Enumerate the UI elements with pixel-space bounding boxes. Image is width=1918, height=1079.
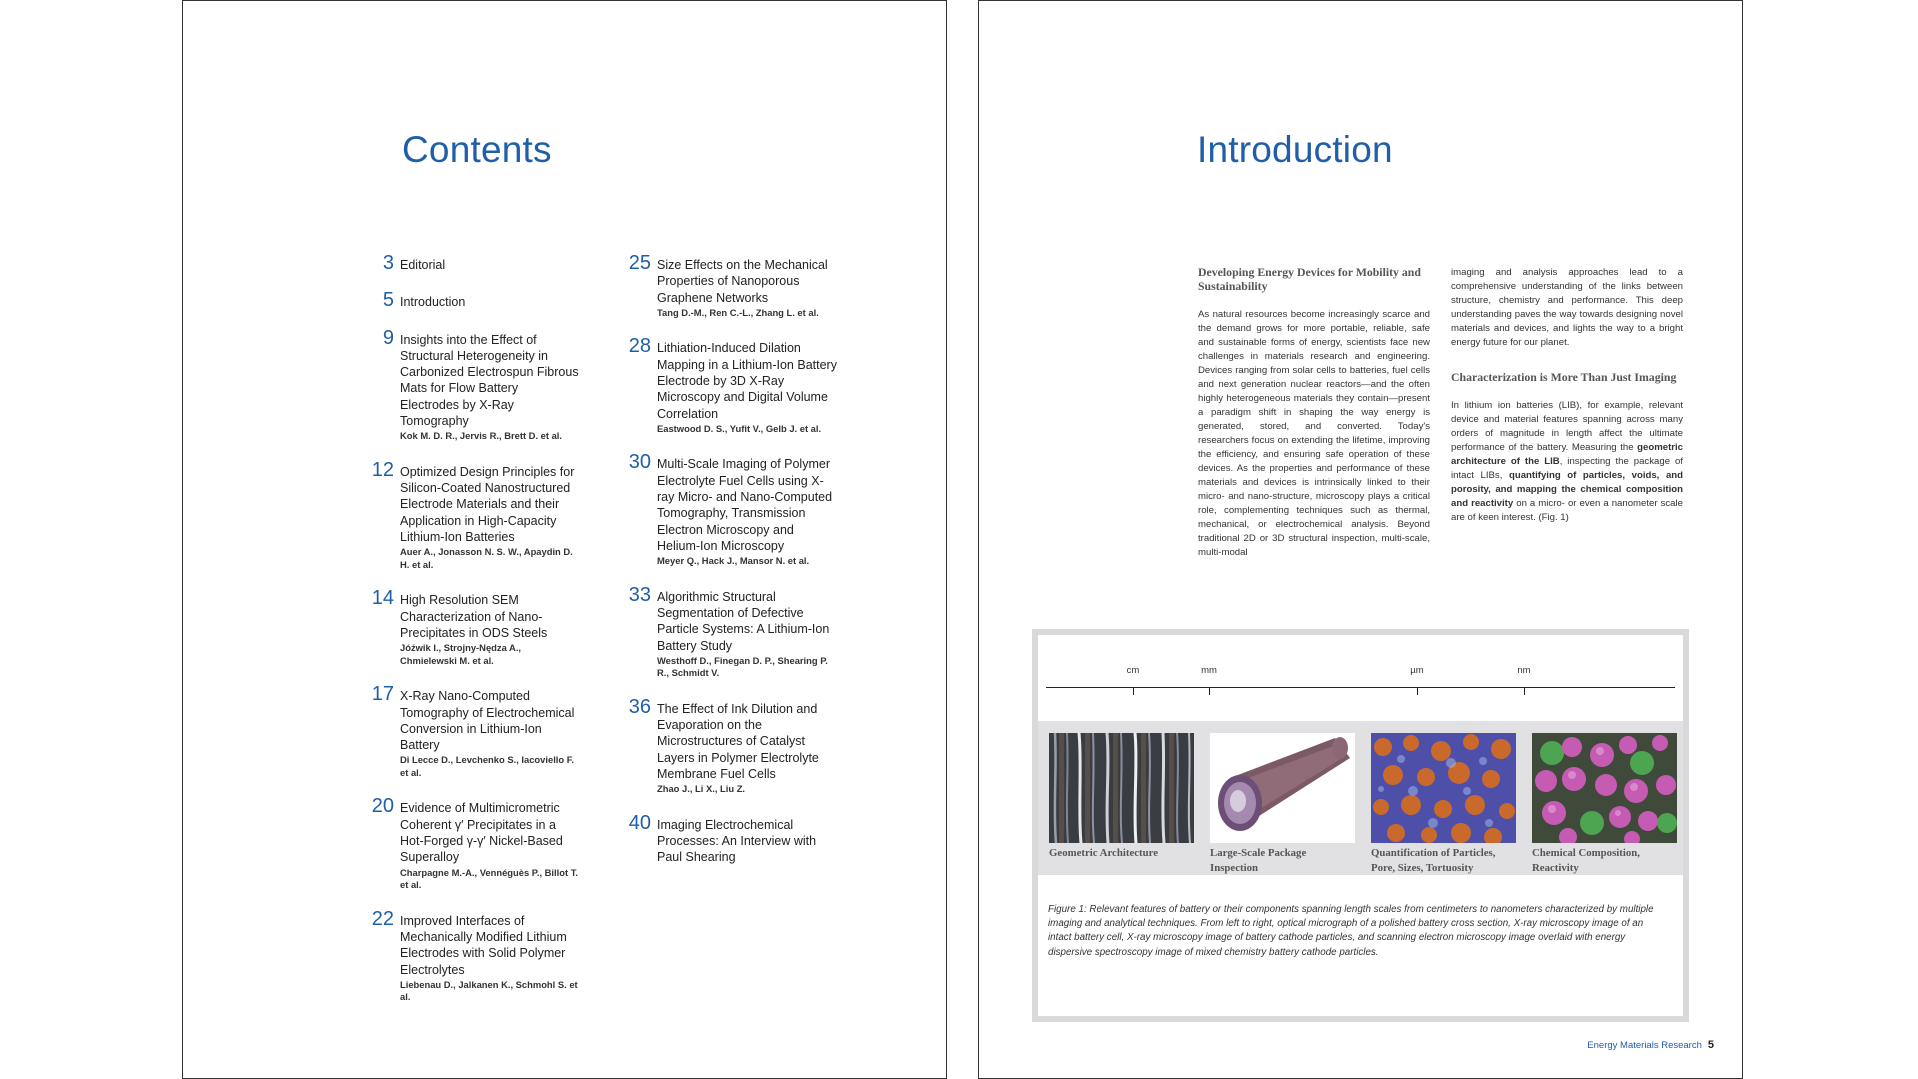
intro-column-1: [1198, 265, 1430, 580]
section-heading: Characterization is More Than Just Imaging: [1451, 370, 1677, 384]
toc-page-number: 5: [382, 289, 394, 312]
toc-entry[interactable]: [370, 907, 580, 1004]
toc-page-number: 30: [628, 451, 651, 474]
scale-axis-line: [1046, 687, 1675, 688]
toc-title: The Effect of Ink Dilution and Evaporation on the Microstructures of Catalyst Layers in Polymer Electrolyte Membrane Fuel Cells: [657, 701, 819, 782]
cathode-particles-xray-image: [1371, 733, 1516, 843]
toc-title: Size Effects on the Mechanical Properties of Nanoporous Graphene Networks: [657, 258, 828, 305]
toc-authors: Charpagne M.-A., Vennéguès P., Billot T. et al.: [400, 866, 578, 891]
toc-page-number: 25: [628, 252, 651, 274]
toc-entry[interactable]: [370, 252, 580, 274]
scale-tick: [1133, 687, 1134, 695]
toc-authors: Eastwood D. S., Yufit V., Gelb J. et al.: [657, 422, 822, 434]
contents-page: [182, 0, 947, 1079]
toc-page-number: 28: [628, 335, 651, 358]
page-number: 5: [1707, 1039, 1714, 1051]
figure-caption: Figure 1: Relevant features of battery or their components spanning length scales from centimeters to nanometers characterized by multiple imaging and analytical techniques. From left to right, optical micrograph of a polished battery cross section, X-ray microscopy image of an intact battery cell, X-ray microscopy image of battery cathode particles, and scanning electron microscopy image overlaid with energy dispersive spectroscopy image of mixed chemistry battery cathode particles.: [1048, 904, 1654, 958]
panel-label: Quantification of Particles, Pore, Sizes, Tortuosity: [1371, 847, 1496, 874]
toc-entry[interactable]: [370, 326, 580, 443]
toc-page-number: 12: [371, 458, 394, 481]
panel-label: Geometric Architecture: [1049, 847, 1159, 859]
scale-tick: [1209, 687, 1210, 695]
page-title: Contents: [402, 129, 552, 170]
toc-authors: Di Lecce D., Levchenko S., Iacoviello F. et al.: [400, 754, 575, 778]
text-run: on a micro- or even a nanometer scale are of keen interest. (Fig. 1): [1451, 498, 1683, 523]
toc-page-number: 22: [371, 907, 394, 930]
page-title: Introduction: [1197, 129, 1393, 170]
paragraph: [1451, 399, 1683, 525]
toc-title: X-Ray Nano-Computed Tomography of Electrochemical Conversion in Lithium-Ion Battery: [400, 689, 575, 753]
toc-entry[interactable]: [370, 458, 580, 571]
battery-cross-section-image: [1049, 733, 1194, 843]
text-run: In lithium ion batteries (LIB), for example, relevant device and material features spanning across many orders of magnitude in length affect the ultimate performance of the battery. Measuring the: [1451, 400, 1683, 453]
toc-entry[interactable]: [370, 587, 580, 667]
toc-entry[interactable]: [627, 451, 837, 567]
panel-label: Large-Scale Package Inspection: [1210, 847, 1307, 874]
toc-page-number: 9: [382, 326, 394, 349]
cathode-particles-sem-eds-image: [1532, 733, 1677, 843]
toc-authors: Zhao J., Li X., Liu Z.: [657, 783, 746, 795]
figure-image-strip: [1038, 721, 1683, 875]
toc-title: Evidence of Multimicrometric Coherent γ′ Precipitates in a Hot-Forged γ-γ′ Nickel-Based Superalloy: [400, 801, 563, 865]
toc-authors: Westhoff D., Finegan D. P., Shearing P. R., Schmidt V.: [657, 654, 828, 679]
section-heading: Developing Energy Devices for Mobility and Sustainability: [1198, 265, 1421, 293]
toc-entry[interactable]: [370, 289, 580, 312]
toc-authors: Kok M. D. R., Jervis R., Brett D. et al.: [400, 430, 563, 442]
scale-tick: [1417, 687, 1418, 695]
battery-cell-3d-image: [1210, 733, 1355, 843]
toc-page-number: 14: [371, 587, 394, 610]
figure-1: [1032, 629, 1689, 1022]
toc-entry[interactable]: [627, 583, 837, 680]
toc-title: High Resolution SEM Characterization of Nano-Precipitates in ODS Steels: [400, 593, 548, 640]
toc-title: Imaging Electrochemical Processes: An Interview with Paul Shearing: [657, 817, 817, 865]
panel-label: Chemical Composition, Reactivity: [1532, 847, 1640, 874]
introduction-page: [978, 0, 1743, 1079]
toc-title: Introduction: [400, 295, 466, 310]
toc-title: Editorial: [400, 258, 446, 272]
scale-tick: [1524, 687, 1525, 695]
toc-column-right: [627, 252, 837, 887]
toc-authors: Jóźwik I., Strojny-Nędza A., Chmielewski M. et al.: [400, 642, 522, 666]
toc-page-number: 36: [628, 695, 651, 718]
toc-authors: Liebenau D., Jalkanen K., Schmohl S. et al.: [400, 978, 578, 1003]
toc-entry[interactable]: [370, 683, 580, 779]
toc-page-number: 3: [382, 252, 394, 274]
text-run: , inspecting the package of intact LIBs,: [1451, 456, 1683, 481]
toc-title: Optimized Design Principles for Silicon-Coated Nanostructured Electrode Materials and their Application in High-Capacity Lithium-Ion Batteries: [400, 464, 575, 545]
toc-entry[interactable]: [627, 695, 837, 796]
intro-column-2: [1451, 266, 1683, 545]
toc-entry[interactable]: [627, 335, 837, 435]
toc-authors: Auer A., Jonasson N. S. W., Apaydin D. H. et al.: [400, 546, 573, 570]
toc-title: Improved Interfaces of Mechanically Modified Lithium Electrodes with Solid Polymer Electrolytes: [400, 913, 567, 977]
toc-column-left: [370, 252, 580, 1025]
page-footer: [1587, 1039, 1714, 1051]
toc-authors: Tang D.-M., Ren C.-L., Zhang L. et al.: [657, 306, 819, 318]
toc-entry[interactable]: [370, 795, 580, 891]
length-scale-bar: [1038, 635, 1683, 721]
toc-page-number: 33: [628, 583, 651, 606]
toc-page-number: 20: [371, 795, 394, 818]
toc-entry[interactable]: [627, 252, 837, 319]
highlight-text: quantifying of particles, voids, and porosity, and mapping the chemical composition and reactivity: [1451, 470, 1683, 509]
toc-page-number: 17: [371, 683, 394, 706]
toc-title: Insights into the Effect of Structural Heterogeneity in Carbonized Electrospun Fibrous Mats for Flow Battery Electrodes by X-Ray Tomography: [400, 332, 579, 429]
toc-authors: Meyer Q., Hack J., Mansor N. et al.: [657, 555, 810, 567]
toc-title: Algorithmic Structural Segmentation of Defective Particle Systems: A Lithium-Ion Battery Study: [657, 589, 830, 653]
publication-name: Energy Materials Research: [1587, 1040, 1702, 1051]
toc-entry[interactable]: [627, 811, 837, 866]
toc-title: Multi-Scale Imaging of Polymer Electrolyte Fuel Cells using X-ray Micro- and Nano-Computed Tomography, Transmission Electron Microscopy and Helium-Ion Microscopy: [657, 457, 833, 553]
paragraph: imaging and analysis approaches lead to a comprehensive understanding of the links between structure, chemistry and performance. This deep understanding paves the way towards designing novel materials and devices, and lights the way to a bright energy future for our planet.: [1451, 267, 1683, 348]
highlight-text: geometric architecture of the LIB: [1451, 442, 1683, 467]
scale-label-cm: cm: [1126, 665, 1140, 676]
toc-title: Lithiation-Induced Dilation Mapping in a Lithium-Ion Battery Electrode by 3D X-Ray Microscopy and Digital Volume Correlation: [657, 341, 837, 421]
scale-label-mm: mm: [1201, 665, 1217, 676]
paragraph: As natural resources become increasingly scarce and the demand grows for more portable, reliable, safe and sustainable forms of energy, scientists face new challenges in materials research and engineering. Devices ranging from solar cells to batteries, fuel cells and next generation nuclear reactors—and the often highly heterogeneous materials they contain—present a paradigm shift in shaping the way energy is generated, stored, and converted. Today's researchers focus on extending the lifetime, improving the efficiency, and ensuring safe operation of these devices. As the properties and performance of these materials and devices is intrinsically linked to their micro- and nano-structure, microscopy plays a critical role, complementing techniques such as thermal, mechanical, or electrochemical analysis. Beyond traditional 2D or 3D structural inspection, multi-scale, multi-modal: [1198, 309, 1430, 558]
toc-page-number: 40: [628, 811, 651, 834]
scale-label-nm: nm: [1517, 665, 1531, 676]
scale-label-um: µm: [1410, 665, 1424, 676]
